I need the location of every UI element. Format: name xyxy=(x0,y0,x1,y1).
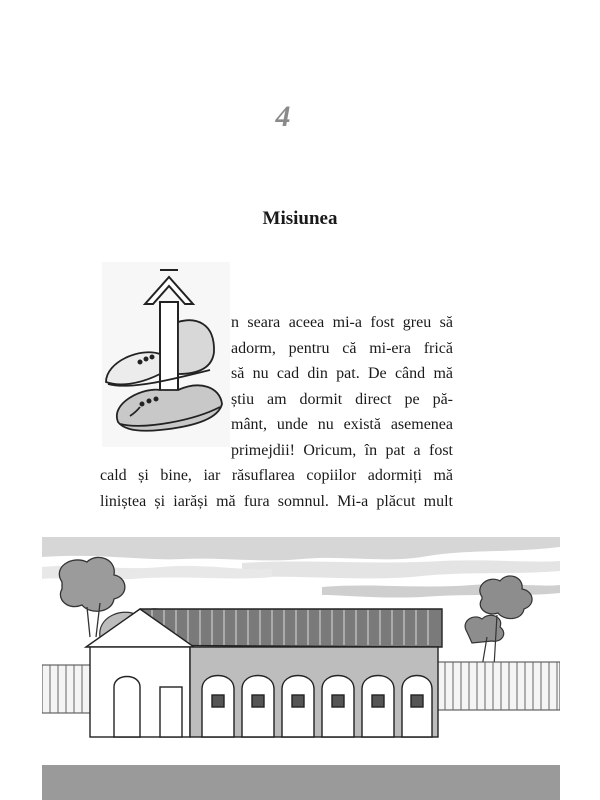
text-line: știu am dormit direct pe pă- xyxy=(231,390,453,408)
body-text xyxy=(100,310,453,514)
text-line: cald și bine, iar răsuflarea copiilor adormiți mă xyxy=(100,467,453,484)
ground xyxy=(42,765,560,800)
text-line: să nu cad din pat. De când mă xyxy=(231,365,453,382)
building xyxy=(90,647,438,737)
fence-right xyxy=(437,662,560,710)
text-line: adorm, pentru că mi-era frică xyxy=(231,339,453,357)
text-line: n seara aceea mi-a fost greu să xyxy=(231,314,453,331)
text-line: mânt, unde nu există asemenea xyxy=(231,416,453,433)
text-line: liniștea și iarăși mă fura somnul. Mi-a plăcut mult xyxy=(100,492,453,510)
chapter-number: 4 xyxy=(275,100,289,133)
building-with-arches-illustration xyxy=(42,537,560,800)
roof xyxy=(86,609,442,647)
drop-cap-letter: Î xyxy=(169,362,170,363)
text-line: primejdii! Oricum, în pat a fost xyxy=(231,441,453,459)
fence-left xyxy=(42,665,90,713)
chapter-title: Misiunea xyxy=(262,208,338,229)
